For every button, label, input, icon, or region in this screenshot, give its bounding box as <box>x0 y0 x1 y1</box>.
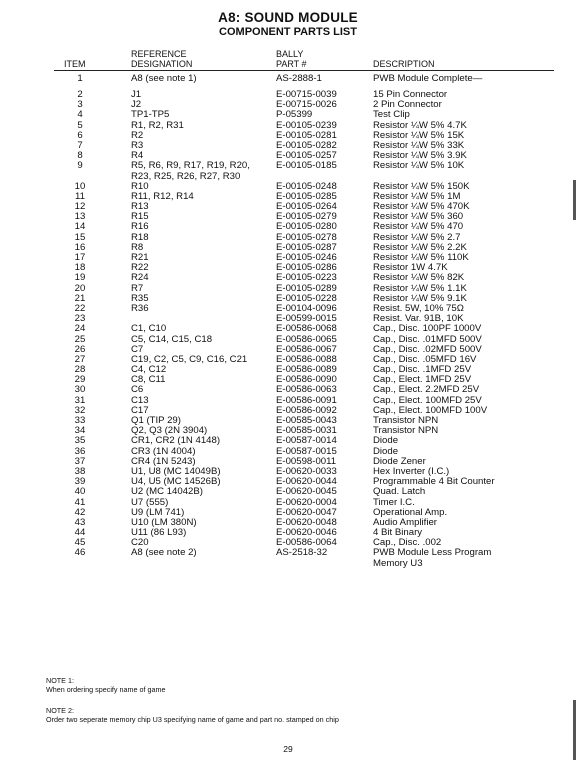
table-row <box>0 74 576 90</box>
description: Cap., Disc. .01MFD 500V <box>373 333 482 345</box>
item-number: 2 <box>77 89 83 100</box>
item-number: 33 <box>74 415 86 426</box>
description: Diode Zener <box>373 455 426 467</box>
description: Resistor ¼W 5% 9.1K <box>373 292 467 304</box>
part-number: E-00105-0278 <box>276 231 337 243</box>
description: 2 Pin Connector <box>373 99 442 111</box>
reference-designation: R2 <box>131 129 144 141</box>
reference-designation: R8 <box>131 241 144 253</box>
reference-designation: R22 <box>131 262 149 274</box>
part-number: E-00585-0031 <box>276 425 337 437</box>
page-title: A8: SOUND MODULE <box>218 10 358 25</box>
description: Resistor ¼W 5% 1M <box>373 190 461 202</box>
item-number: 22 <box>74 302 86 314</box>
description: Resistor ¼W 5% 110K <box>373 252 469 263</box>
reference-designation: R3 <box>131 139 144 151</box>
description: Resistor ¼W 5% 470K <box>373 201 470 213</box>
header-reference-line2: DESIGNATION <box>131 58 193 69</box>
page-subtitle: COMPONENT PARTS LIST <box>219 26 357 38</box>
reference-designation: C7 <box>131 343 144 355</box>
part-number: E-00586-0068 <box>276 323 337 335</box>
item-number: 7 <box>77 139 83 151</box>
description: Cap., Elect. 2.2MFD 25V <box>373 384 480 396</box>
reference-designation: U9 (LM 741) <box>131 506 185 518</box>
reference-designation: R4 <box>131 150 144 162</box>
reference-designation: C13 <box>131 394 149 406</box>
item-number: 29 <box>74 374 86 386</box>
part-number: E-00585-0043 <box>276 415 337 426</box>
reference-designation: R16 <box>131 221 149 233</box>
reference-designation: Q1 (TIP 29) <box>131 415 181 426</box>
part-number: E-00586-0064 <box>276 537 337 549</box>
reference-designation: R24 <box>131 272 149 284</box>
description: Cap., Elect. 1MFD 25V <box>373 374 472 386</box>
item-number: 44 <box>74 527 86 539</box>
item-number: 39 <box>74 476 86 488</box>
header-divider <box>54 70 554 71</box>
description: Resist. 5W, 10% 75Ω <box>373 302 464 314</box>
part-number: E-00105-0223 <box>276 272 337 284</box>
part-number: E-00105-0239 <box>276 119 337 131</box>
item-number: 18 <box>74 262 86 274</box>
note-2 <box>46 706 339 724</box>
description: Cap., Disc. .02MFD 500V <box>373 343 482 355</box>
description: PWB Module Complete— <box>373 73 483 84</box>
description: Resistor ¼W 5% 2.2K <box>373 241 467 253</box>
description: PWB Module Less Program <box>373 547 492 559</box>
reference-designation: C4, C12 <box>131 364 167 376</box>
description: 4 Bit Binary <box>373 527 423 539</box>
part-number: E-00105-0287 <box>276 241 337 253</box>
part-number: E-00620-0045 <box>276 486 337 498</box>
description: Cap., Elect. 100MFD 100V <box>373 404 488 416</box>
part-number: E-00620-0033 <box>276 465 337 477</box>
note-2-label: NOTE 2: <box>46 706 74 715</box>
item-number: 45 <box>74 537 86 549</box>
description: Resistor ¼W 5% 360 <box>373 211 464 223</box>
item-number: 6 <box>77 129 83 141</box>
table-row <box>0 487 576 497</box>
item-number: 20 <box>74 282 86 294</box>
reference-designation: TP1-TP5 <box>131 109 170 121</box>
reference-designation: C19, C2, C5, C9, C16, C21 <box>131 353 248 365</box>
part-number: E-00587-0014 <box>276 435 337 447</box>
item-number: 3 <box>77 99 83 111</box>
description: Cap., Elect. 100MFD 25V <box>373 394 482 406</box>
reference-designation: R7 <box>131 282 144 294</box>
table-row <box>0 548 576 558</box>
item-number: 28 <box>74 364 86 376</box>
part-number: E-00105-0286 <box>276 262 337 274</box>
item-number: 36 <box>74 445 86 457</box>
header-part-number <box>276 50 307 69</box>
description: Programmable 4 Bit Counter <box>373 476 495 488</box>
description: Memory U3 <box>373 557 423 569</box>
description: Resistor ¼W 5% 33K <box>373 139 465 151</box>
reference-designation: Q2, Q3 (2N 3904) <box>131 425 208 437</box>
description: Test Clip <box>373 109 410 121</box>
part-number: E-00105-0282 <box>276 139 337 151</box>
note-1 <box>46 676 165 694</box>
note-1-label: NOTE 1: <box>46 676 74 685</box>
part-number: E-00620-0048 <box>276 516 337 528</box>
reference-designation: U10 (LM 380N) <box>131 516 197 528</box>
part-number: E-00105-0248 <box>276 180 337 192</box>
part-number: E-00715-0026 <box>276 99 337 111</box>
part-number: E-00586-0089 <box>276 364 337 376</box>
description: Cap., Disc. 100PF 1000V <box>373 323 482 335</box>
description: Transistor NPN <box>373 415 439 426</box>
part-number: E-00105-0279 <box>276 211 337 223</box>
description: Diode <box>373 435 399 447</box>
reference-designation: R13 <box>131 201 149 213</box>
item-number: 14 <box>74 221 86 233</box>
item-number: 23 <box>74 313 86 325</box>
part-number: E-00105-0285 <box>276 190 337 202</box>
reference-designation: R15 <box>131 211 149 223</box>
reference-designation: R11, R12, R14 <box>131 190 194 202</box>
reference-designation: C5, C14, C15, C18 <box>131 333 213 345</box>
part-number: E-00105-0185 <box>276 160 337 172</box>
description: 15 Pin Connector <box>373 89 448 100</box>
page-number: 29 <box>283 744 293 754</box>
reference-designation: CR3 (1N 4004) <box>131 445 196 457</box>
item-number: 24 <box>74 323 86 335</box>
item-number: 46 <box>74 547 86 559</box>
reference-designation: R1, R2, R31 <box>131 119 184 131</box>
item-number: 11 <box>75 190 85 202</box>
description: Resistor ¼W 5% 4.7K <box>373 119 467 131</box>
item-number: 37 <box>74 455 86 467</box>
reference-designation: R18 <box>131 231 149 243</box>
part-number: E-00105-0280 <box>276 221 337 233</box>
item-number: 26 <box>74 343 86 355</box>
part-number: E-00599-0015 <box>276 313 337 325</box>
description: Resistor ¼W 5% 15K <box>373 129 465 141</box>
part-number: E-00620-0044 <box>276 476 337 488</box>
item-number: 8 <box>77 150 83 162</box>
item-number: 5 <box>77 119 83 131</box>
item-number: 27 <box>74 353 86 365</box>
table-row <box>0 324 576 334</box>
description: Resistor ¼W 5% 82K <box>373 272 465 284</box>
part-number: E-00620-0047 <box>276 506 337 518</box>
part-number: E-00586-0091 <box>276 394 337 406</box>
item-number: 31 <box>74 394 86 406</box>
description: Cap., Disc. .1MFD 25V <box>373 364 472 376</box>
part-number: E-00105-0228 <box>276 292 337 304</box>
description: Resistor ¼W 5% 1.1K <box>373 282 467 294</box>
item-number: 35 <box>74 435 86 447</box>
reference-designation: J1 <box>131 89 142 100</box>
item-number: 4 <box>77 109 83 121</box>
description: Resistor 1W 4.7K <box>373 262 448 274</box>
item-number: 34 <box>74 425 86 437</box>
description: Audio Amplifier <box>373 516 437 528</box>
item-number: 38 <box>74 465 86 477</box>
reference-designation: U1, U8 (MC 14049B) <box>131 465 221 477</box>
reference-designation: CR1, CR2 (1N 4148) <box>131 435 221 447</box>
item-number: 16 <box>74 241 86 253</box>
item-number: 30 <box>74 384 86 396</box>
description: Transistor NPN <box>373 425 439 437</box>
item-number: 42 <box>74 506 86 518</box>
note-1-text: When ordering specify name of game <box>46 685 166 694</box>
part-number: E-00586-0090 <box>276 374 337 386</box>
header-part-line1: BALLY <box>276 49 304 59</box>
part-number: E-00586-0063 <box>276 384 337 396</box>
reference-designation: R5, R6, R9, R17, R19, R20, <box>131 160 250 172</box>
item-number: 9 <box>77 160 83 172</box>
description: Operational Amp. <box>373 506 448 518</box>
item-number: 41 <box>74 496 86 508</box>
description: Timer I.C. <box>373 496 415 508</box>
part-number: AS-2888-1 <box>276 73 322 84</box>
item-number: 43 <box>74 516 86 528</box>
part-number: E-00587-0015 <box>276 445 337 457</box>
note-2-text: Order two seperate memory chip U3 specifying name of game and part no. stamped on chip <box>46 715 339 724</box>
description: Diode <box>373 445 399 457</box>
part-number: E-00105-0246 <box>276 252 337 263</box>
part-number: E-00598-0011 <box>276 455 337 467</box>
description: Quad. Latch <box>373 486 426 498</box>
description: Hex Inverter (I.C.) <box>373 465 450 477</box>
reference-designation: U11 (86 L93) <box>131 527 187 539</box>
reference-designation: C6 <box>131 384 144 396</box>
reference-designation: R35 <box>131 292 149 304</box>
header-part-line2: PART # <box>276 58 307 69</box>
reference-designation: C17 <box>131 404 149 416</box>
item-number: 19 <box>74 272 86 284</box>
description: Resistor ¼W 5% 2.7 <box>373 231 461 243</box>
reference-designation: A8 (see note 1) <box>131 73 197 84</box>
description: Cap., Disc. .002 <box>373 537 442 549</box>
part-number: AS-2518-32 <box>276 547 328 559</box>
item-number: 40 <box>74 486 86 498</box>
reference-designation: J2 <box>131 99 142 111</box>
reference-designation: U4, U5 (MC 14526B) <box>131 476 221 488</box>
table-row <box>0 161 576 171</box>
part-number: E-00105-0289 <box>276 282 337 294</box>
header-reference <box>131 50 192 69</box>
description: Resistor ¼W 5% 470 <box>373 221 464 233</box>
parts-table <box>0 74 576 569</box>
table-row <box>0 559 576 569</box>
reference-designation: C1, C10 <box>131 323 167 335</box>
part-number: E-00586-0067 <box>276 343 337 355</box>
part-number: E-00586-0088 <box>276 353 337 365</box>
part-number: E-00104-0096 <box>276 302 337 314</box>
item-number: 32 <box>74 404 86 416</box>
reference-designation: R21 <box>131 252 149 263</box>
item-number: 17 <box>74 252 86 263</box>
description: Cap., Disc. .05MFD 16V <box>373 353 477 365</box>
header-reference-line1: REFERENCE <box>131 49 187 59</box>
reference-designation: C8, C11 <box>131 374 166 386</box>
item-number: 13 <box>74 211 86 223</box>
reference-designation: U2 (MC 14042B) <box>131 486 203 498</box>
reference-designation: C20 <box>131 537 149 549</box>
item-number: 21 <box>74 292 86 304</box>
description: Resistor ¼W 5% 3.9K <box>373 150 467 162</box>
part-number: E-00586-0092 <box>276 404 337 416</box>
reference-designation: R23, R25, R26, R27, R30 <box>131 170 241 182</box>
part-number: E-00620-0046 <box>276 527 337 539</box>
description: Resistor ¼W 5% 10K <box>373 160 465 172</box>
part-number: P-05399 <box>276 109 313 121</box>
reference-designation: A8 (see note 2) <box>131 547 197 559</box>
part-number: E-00105-0264 <box>276 201 337 213</box>
item-number: 1 <box>77 73 83 84</box>
header-item: ITEM <box>64 59 86 69</box>
item-number: 12 <box>74 201 86 213</box>
reference-designation: CR4 (1N 5243) <box>131 455 196 467</box>
part-number: E-00715-0039 <box>276 89 337 100</box>
reference-designation: R10 <box>131 180 149 192</box>
item-number: 10 <box>74 180 86 192</box>
reference-designation: U7 (555) <box>131 496 169 508</box>
item-number: 25 <box>74 333 86 345</box>
part-number: E-00586-0065 <box>276 333 337 345</box>
item-number: 15 <box>74 231 86 243</box>
header-description: DESCRIPTION <box>373 59 435 69</box>
part-number: E-00620-0004 <box>276 496 337 508</box>
description: Resistor ¼W 5% 150K <box>373 180 470 192</box>
part-number: E-00105-0257 <box>276 150 337 162</box>
description: Resist. Var. 91B, 10K <box>373 313 464 325</box>
part-number: E-00105-0281 <box>276 129 337 141</box>
reference-designation: R36 <box>131 302 149 314</box>
